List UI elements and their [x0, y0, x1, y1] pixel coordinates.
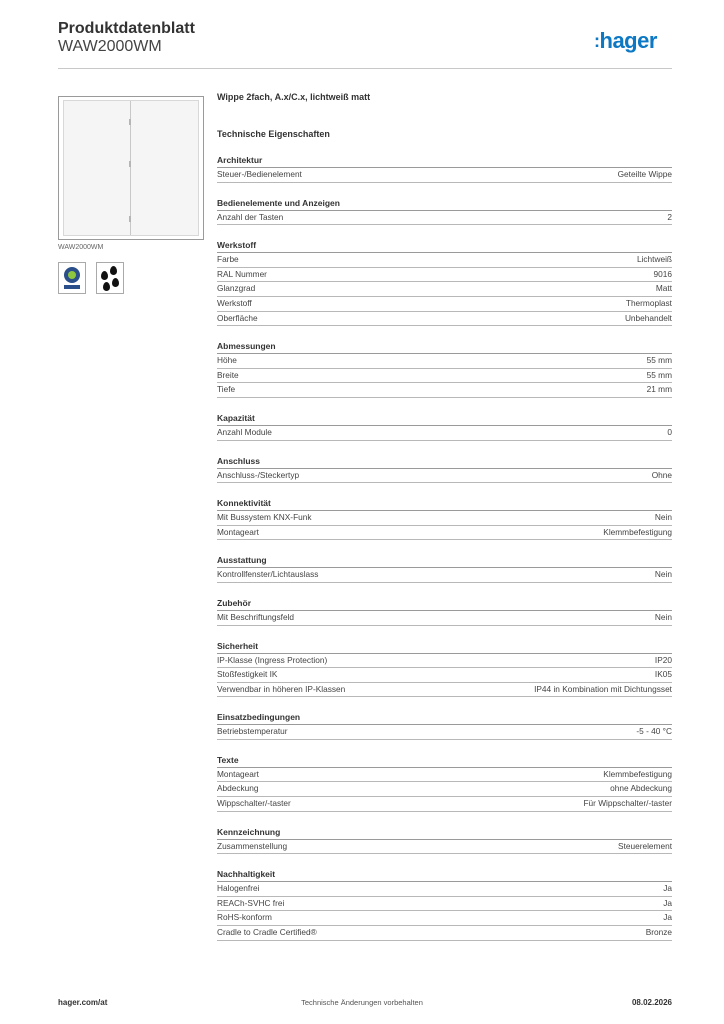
property-label: Abdeckung: [217, 783, 259, 794]
property-label: RAL Nummer: [217, 268, 267, 279]
property-row: [217, 897, 672, 912]
property-label: Zusammenstellung: [217, 840, 288, 851]
section-title: Bedienelemente und Anzeigen: [217, 197, 672, 211]
property-label: Höhe: [217, 355, 237, 366]
property-value: Matt: [655, 283, 672, 294]
property-value: Klemmbefestigung: [603, 768, 672, 779]
header-divider: [58, 68, 672, 69]
property-row: [217, 611, 672, 626]
property-label: Halogenfrei: [217, 883, 260, 894]
property-value: 0: [667, 426, 672, 437]
section: [217, 154, 672, 183]
section: [217, 868, 672, 940]
property-value: Nein: [654, 569, 672, 580]
property-label: Stoßfestigkeit IK: [217, 669, 278, 680]
property-value: IK05: [654, 669, 672, 680]
property-row: [217, 253, 672, 268]
property-label: Tiefe: [217, 384, 236, 395]
property-label: Werkstoff: [217, 297, 252, 308]
property-value: 2: [667, 211, 672, 222]
section: [217, 340, 672, 398]
property-value: Unbehandelt: [624, 312, 672, 323]
property-label: Montageart: [217, 526, 259, 537]
property-row: [217, 369, 672, 384]
property-label: Anzahl Module: [217, 426, 272, 437]
property-row: [217, 911, 672, 926]
property-row: [217, 469, 672, 484]
property-value: Ja: [663, 883, 672, 894]
property-row: [217, 840, 672, 855]
section-title: Einsatzbedingungen: [217, 711, 672, 725]
property-row: [217, 725, 672, 740]
product-image-caption: WAW2000WM: [58, 244, 104, 251]
section-title: Sicherheit: [217, 640, 672, 654]
property-label: Steuer-/Bedienelement: [217, 169, 302, 179]
section-title: Zubehör: [217, 597, 672, 611]
footer-date: 08.02.2026: [631, 998, 672, 1007]
property-label: Oberfläche: [217, 312, 258, 323]
property-row: [217, 511, 672, 526]
section-title: Anschluss: [217, 455, 672, 469]
property-value: Nein: [654, 611, 672, 622]
property-row: [217, 426, 672, 441]
property-row: [217, 668, 672, 683]
product-image: [58, 96, 204, 240]
document-title: Produktdatenblatt: [58, 20, 195, 37]
section-title: Kapazität: [217, 412, 672, 426]
tech-properties-title: Technische Eigenschaften: [217, 129, 330, 139]
property-value: IP44 in Kombination mit Dichtungsset: [534, 683, 672, 694]
property-value: Steuerelement: [618, 840, 672, 851]
section-title: Werkstoff: [217, 239, 672, 253]
hager-logo: :hager: [594, 28, 657, 53]
section: [217, 197, 672, 226]
product-title: Wippe 2fach, A.x/C.x, lichtweiß matt: [217, 92, 371, 102]
property-label: Kontrollfenster/Lichtauslass: [217, 569, 319, 580]
property-value: Nein: [654, 512, 672, 523]
property-label: RoHS-konform: [217, 912, 272, 923]
property-value: Ohne: [651, 469, 672, 480]
property-label: Breite: [217, 369, 239, 380]
property-value: 9016: [653, 268, 672, 279]
section: [217, 826, 672, 855]
property-label: Anschluss-/Steckertyp: [217, 469, 300, 480]
certification-icon: [58, 262, 86, 294]
section: [217, 497, 672, 540]
section-title: Texte: [217, 754, 672, 768]
property-value: -5 - 40 °C: [636, 726, 672, 737]
property-row: [217, 383, 672, 398]
property-label: IP-Klasse (Ingress Protection): [217, 654, 328, 665]
product-code: WAW2000WM: [58, 38, 162, 55]
section: [217, 554, 672, 583]
property-value: Ja: [663, 912, 672, 923]
property-label: Mit Beschriftungsfeld: [217, 611, 295, 622]
section-title: Konnektivität: [217, 497, 672, 511]
property-row: [217, 211, 672, 226]
property-label: Farbe: [217, 254, 239, 265]
property-label: Anzahl der Tasten: [217, 211, 284, 222]
section: [217, 597, 672, 626]
property-label: Cradle to Cradle Certified®: [217, 927, 317, 938]
property-value: 55 mm: [646, 355, 672, 366]
property-label: Glanzgrad: [217, 283, 256, 294]
property-row: [217, 354, 672, 369]
footer-website: hager.com/at: [58, 998, 108, 1007]
section: [217, 455, 672, 484]
water-drops-icon: [96, 262, 124, 294]
property-row: [217, 782, 672, 797]
property-value: Thermoplast: [625, 297, 672, 308]
section: [217, 640, 672, 698]
property-row: [217, 797, 672, 812]
property-value: Lichtweiß: [636, 254, 672, 265]
section: [217, 711, 672, 740]
property-value: Klemmbefestigung: [603, 526, 672, 537]
property-row: [217, 882, 672, 897]
section: [217, 412, 672, 441]
properties-sections: [217, 154, 672, 941]
property-row: [217, 926, 672, 941]
property-value: Für Wippschalter/-taster: [583, 798, 672, 809]
property-label: REACh-SVHC frei: [217, 897, 285, 908]
property-row: [217, 768, 672, 783]
property-label: Verwendbar in höheren IP-Klassen: [217, 683, 346, 694]
property-label: Montageart: [217, 768, 259, 779]
property-row: [217, 654, 672, 669]
property-row: [217, 312, 672, 327]
property-row: [217, 268, 672, 283]
section-title: Abmessungen: [217, 340, 672, 354]
footer-disclaimer: Technische Änderungen vorbehalten: [301, 998, 423, 1007]
property-value: IP20: [654, 654, 672, 665]
property-value: Geteilte Wippe: [617, 169, 672, 179]
property-row: [217, 168, 672, 183]
property-label: Betriebstemperatur: [217, 726, 288, 737]
property-label: Mit Bussystem KNX-Funk: [217, 512, 312, 523]
section: [217, 239, 672, 326]
property-value: ohne Abdeckung: [610, 783, 672, 794]
section-title: Nachhaltigkeit: [217, 868, 672, 882]
property-label: Wippschalter/-taster: [217, 798, 291, 809]
property-row: [217, 526, 672, 541]
section-title: Architektur: [217, 154, 672, 168]
datasheet-content: [217, 92, 672, 955]
property-row: [217, 282, 672, 297]
section-title: Ausstattung: [217, 554, 672, 568]
property-value: 55 mm: [646, 369, 672, 380]
section-title: Kennzeichnung: [217, 826, 672, 840]
property-value: 21 mm: [646, 384, 672, 395]
property-row: [217, 683, 672, 698]
property-row: [217, 297, 672, 312]
property-value: Bronze: [645, 927, 672, 938]
property-value: Ja: [663, 897, 672, 908]
section: [217, 754, 672, 812]
property-row: [217, 568, 672, 583]
